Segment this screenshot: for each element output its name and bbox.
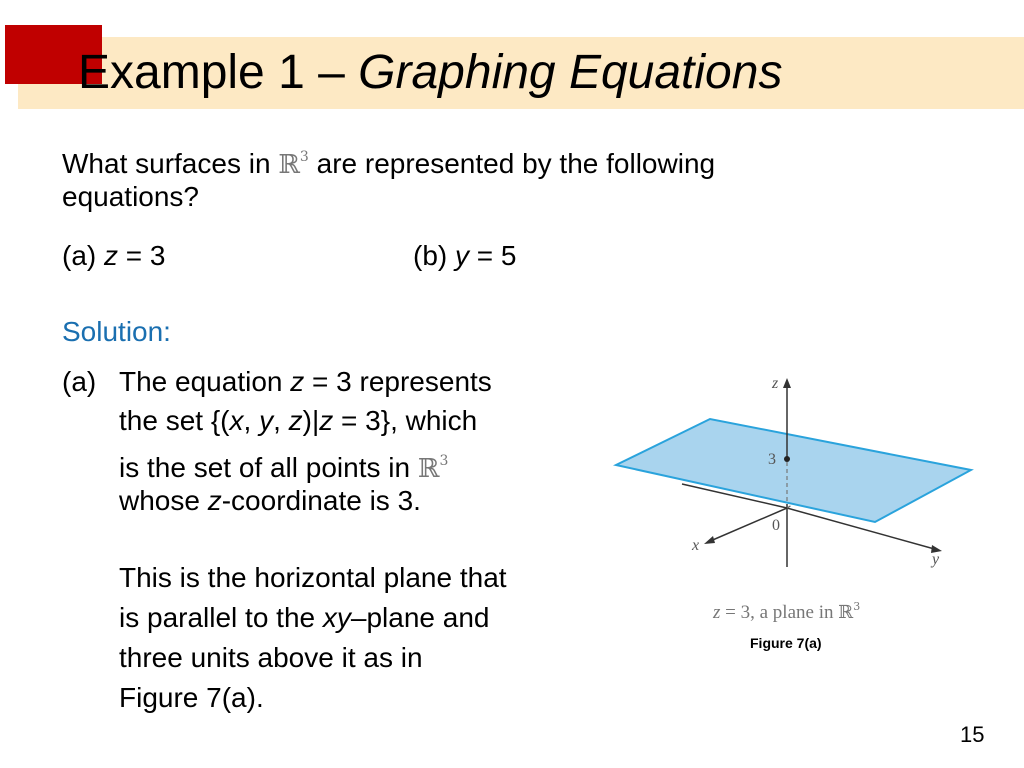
real-set-symbol: ℝ xyxy=(417,454,440,484)
answer-text: = 3}, which xyxy=(333,405,478,436)
point-3 xyxy=(784,456,790,462)
answer-text: is the set of all points in xyxy=(119,452,418,483)
part-b-rest: = 5 xyxy=(469,240,517,271)
solution-label: Solution: xyxy=(62,316,171,347)
x-axis-label: x xyxy=(692,537,700,554)
para2-line-1: This is the horizontal plane that xyxy=(119,562,507,593)
title-main: Example 1 – xyxy=(78,46,359,99)
para2-line-2 xyxy=(119,598,489,638)
part-b-var: y xyxy=(455,240,469,271)
x-axis-arrow xyxy=(704,536,715,544)
title-italic: Graphing Equations xyxy=(358,46,783,99)
answer-var: z xyxy=(288,405,303,436)
answer-text: the set {( xyxy=(119,405,230,436)
para2-text: is parallel to the xyxy=(119,602,323,633)
answer-var: y xyxy=(259,405,274,436)
para2-line-3: three units above it as in xyxy=(119,642,423,673)
answer-line-4 xyxy=(119,481,421,521)
figure-caption xyxy=(713,600,860,624)
figure-label: Figure 7(a) xyxy=(750,635,822,651)
z-axis-arrow xyxy=(783,378,791,388)
real-set-symbol: ℝ xyxy=(838,602,854,623)
tick-3-label: 3 xyxy=(768,451,776,468)
set-exponent: 3 xyxy=(853,600,861,613)
part-a-label: (a) xyxy=(62,240,104,271)
page-number: 15 xyxy=(960,722,985,747)
answer-label: (a) xyxy=(62,366,97,397)
question-text: What surfaces in xyxy=(62,148,279,179)
caption-text: = 3, a plane in xyxy=(720,602,839,623)
answer-text: , xyxy=(243,405,260,436)
plane-figure xyxy=(612,372,974,594)
para2-line-4: Figure 7(a). xyxy=(119,682,264,713)
answer-text: The equation xyxy=(119,366,291,397)
answer-var: x xyxy=(229,405,244,436)
answer-text: = 3 represents xyxy=(304,366,492,397)
answer-line-1 xyxy=(119,362,492,402)
question-text-rest: are represented by the following xyxy=(308,148,716,179)
caption-var: z xyxy=(713,602,721,623)
answer-line-2 xyxy=(119,401,477,441)
answer-var: z xyxy=(207,485,222,516)
plane-z-3 xyxy=(616,419,971,522)
origin-label: 0 xyxy=(772,517,780,534)
part-a xyxy=(62,236,165,276)
y-axis-label: y xyxy=(932,551,940,568)
part-a-var: z xyxy=(104,240,118,271)
real-set-symbol: ℝ xyxy=(278,150,300,180)
set-exponent: 3 xyxy=(299,149,309,165)
answer-var: z xyxy=(319,405,334,436)
z-axis-label: z xyxy=(772,375,779,392)
para2-text: –plane and xyxy=(350,602,490,633)
slide-title xyxy=(78,42,782,104)
answer-var: z xyxy=(290,366,305,397)
set-exponent: 3 xyxy=(439,453,449,469)
part-b xyxy=(413,236,516,276)
answer-text: whose xyxy=(119,485,208,516)
question-line-2: equations? xyxy=(62,181,200,212)
answer-text: )| xyxy=(302,405,320,436)
answer-text: -coordinate is 3. xyxy=(221,485,421,516)
part-b-label: (b) xyxy=(413,240,455,271)
part-a-rest: = 3 xyxy=(118,240,166,271)
para2-var: xy xyxy=(322,602,351,633)
answer-text: , xyxy=(273,405,289,436)
